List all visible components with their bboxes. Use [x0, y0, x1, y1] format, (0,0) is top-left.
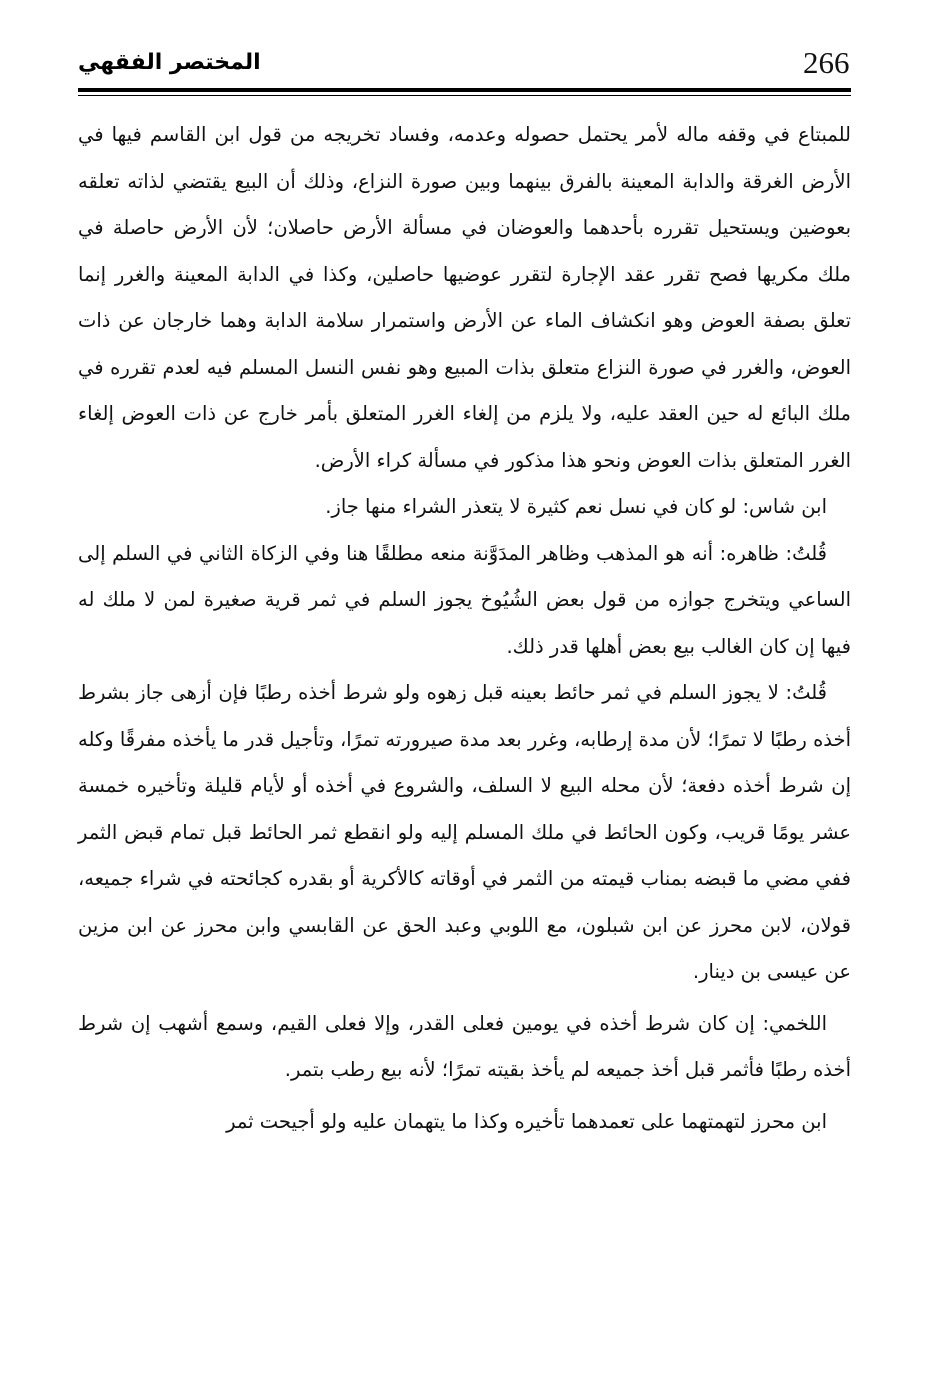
paragraph-2: ابن شاس: لو كان في نسل نعم كثيرة لا يتعذر الشراء منها جاز. [325, 495, 827, 518]
page-header [78, 40, 851, 86]
paragraph-5: اللخمي: إن كان شرط أخذه في يومين فعلى القدر، وإلا فعلى القيم، وسمع أشهب إن شرط أخذه رطبًا فأثمر قبل أخذ جميعه لم يأخذ بقيته تمرًا؛ لأنه بيع رطب بتمر. [78, 1011, 851, 1081]
main-text [78, 112, 851, 1145]
page-number: 266 [803, 45, 850, 80]
paragraph-6: ابن محرز لتهمتهما على تعمدهما تأخيره وكذا ما يتهمان عليه ولو أجيحت ثمر [226, 1109, 827, 1133]
header-rule-thick [78, 88, 851, 92]
paragraph-4: قُلتُ: لا يجوز السلم في ثمر حائط بعينه قبل زهوه ولو شرط أخذه رطبًا فإن أزهى جاز بشرط أخذه رطبًا لا تمرًا؛ لأن مدة إرطابه، وغرر بعد مدة صيرورته تمرًا، وتأجيل قدر ما يأخذه مفرقًا وكله إن شرط أخذه دفعة؛ لأن محله البيع لا السلف، والشروع في أخذه أو لأيام قليلة وتأخيره خمسة عشر يومًا قريب، وكون الحائط في ملك المسلم إليه ولو انقطع ثمر الحائط قبل تمام قبض الثمر ففي مضي ما قبضه بمناب قيمته من الثمر في أوقاته كالأكرية أو بقدره كجائحته في شراء جميعه، قولان، لابن محرز عن ابن شبلون، مع اللوبي وعبد الحق عن القابسي وابن محرز عن ابن مزين عن عيسى بن دينار. [78, 681, 851, 983]
paragraph-3: قُلتُ: ظاهره: أنه هو المذهب وظاهر المدَوَّنة منعه مطلقًا هنا وفي الزكاة الثاني في السلم إلى الساعي ويتخرج جوازه من قول بعض الشُيُوخ يجوز السلم في ثمر قرية صغيرة لمن لا ملك له فيها إن كان الغالب بيع بعض أهلها قدر ذلك. [78, 541, 851, 658]
header-rule-thin [78, 95, 851, 96]
book-title: المختصر الفقهي [78, 50, 261, 75]
paragraph-1: للمبتاع في وقفه ماله لأمر يحتمل حصوله وعدمه، وفساد تخريجه من قول ابن القاسم فيها في الأرض الغرقة والدابة المعينة بالفرق بينهما وبين صورة النزاع، وذلك أن البيع يقتضي لذاته تعلقه بعوضين ويستحيل تقرره بأحدهما والعوضان في مسألة الأرض حاصلان؛ لأن الأرض حاصلة في ملك مكريها فصح تقرر عقد الإجارة لتقرر عوضيها حاصلين، وكذا في الدابة المعينة والغرر إنما تعلق بصفة العوض وهو انكشاف الماء عن الأرض واستمرار سلامة الدابة وهما خارجان عن ذات العوض، والغرر في صورة النزاع متعلق بذات المبيع وهو نفس النسل المسلم فيه لعدم تقرره في ملك البائع له حين العقد عليه، ولا يلزم من إلغاء الغرر المتعلق بأمر خارج عن ذات العوض إلغاء الغرر المتعلق بذات العوض ونحو هذا مذكور في مسألة كراء الأرض. [78, 123, 851, 472]
